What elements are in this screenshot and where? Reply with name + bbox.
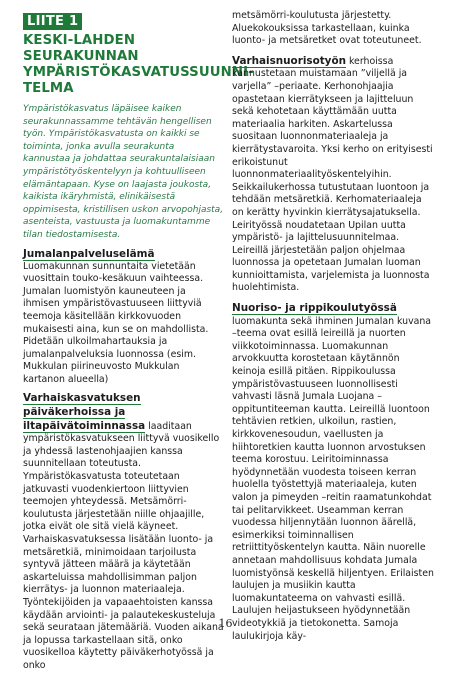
section-text-youth: luomakunta sekä ihminen Jumalan kuvana –teema ovat esillä leireillä ja nuorten viikkotoiminnassa. Luomakunnan arvokkuutta korostetaan käytännön keinoja esillä pitäen. Rippikoulussa ympäristövastuuseen luonnollisesti vahvasti läsnä Jumala Luojana –oppituntiteeman kautta. Leireillä luontoon tehtävien retkien, ulkoilun, rastien, kirkkovenesoudun, vaellusten ja hiihtoretkien kautta luonnon arvostuksen teema korostuu. Leiritoiminnassa hyödynnetään vuodesta toiseen kerran huolella työstettyjä materiaaleja, kuten valon ja pimeyden –reitin raamatunkohdat tai pelitarvikkeet. Useamman kerran vuodessa hiljennytään luonnon äärellä, esimerkiksi toiminnallisen retriittityöskentelyn kautta. Näin nuorelle annetaan mahdollisuus kohdata Jumala luomistyönsä keskellä hiljentyen. Erilaisten laulujen ja musiikin kautta luomakuntateema on vahvasti esillä. Laulujen heijastukseen hyödynnetään videotykkiä ja tietokonetta. Samoja laulukirjoja käy- [232,315,434,642]
section-text-worship: Luomakunnan sunnuntaita vietetään vuosittain touko-kesäkuun vaihteessa. Jumalan luomistyön kauneuteen ja ihmisen ympäristövastuuseen liittyviä teemoja käsitellään kirkkovuoden mukaisesti aina, kun se on mahdollista. Pidetään ulkoilmahartauksia ja jumalanpalveluksia luonnossa (esim. Mukkulan piirineuvosto Mukkulan kartanon alueella) [23,260,209,385]
section-text-early-childhood-continued: metsämörri-koulutusta järjestetty. Aluekokouksissa tarkastellaan, kuinka luonto- ja metsäretket ovat toteutuneet. [232,10,422,47]
section-heading-early-youth [232,55,346,68]
section-heading-worship [23,247,224,261]
section-heading-early-youth-text: Varhaisnuorisotyön [232,54,346,67]
section-text-early-childhood: laaditaan ympäristökasvatukseen liittyvä vuosikello ja yhdessä lastenohjaajien kanssa suunnitellaan toteutusta. Ympäristökasvatusta toteutetaan jatkuvasti vuodenkiertoon liittyvien teemojen yhteydessä. Metsämörri-koulutusta järjestetään niille ohjaajille, jotka eivät ole sitä vielä käyneet. Varhaiskasvatuksessa lisätään luonto- ja metsäretkiä, minimoidaan tarjoilusta syntyvä jätteen määrä ja käytetään askarteluissa mahdollisimman paljon kierrätys- ja luonnon materiaaleja. Työntekijöiden ja vapaaehtoisten kanssa käydään arviointi- ja palautekeskusteluja sekä seurataan jätemääriä. Vuoden aikana ja lopussa tarkastellaan sitä, onko vuosikelloa käytetty päiväkerhotyössä ja onko [23,420,224,671]
section-heading-early-childhood [23,392,145,432]
appendix-label: LIITE 1 [23,13,82,30]
page-title: KESKI-LAHDEN SEURAKUNNAN YMPÄRISTÖKASVATUSSUUNNI-TELMA [23,33,254,96]
section-heading-early-childhood-text: Varhaiskasvatuksen päiväkerhoissa ja iltapäivätoiminnassa [23,392,146,432]
page-number: 16 [218,617,233,630]
section-youth [232,302,434,643]
section-heading-youth-text: Nuoriso- ja rippikoulutyössä [232,302,397,315]
section-text-early-youth: kerhoissa kannustetaan muistamaan ”viljellä ja varjella” –periaate. Kerhonohjaajia opastetaan kierrätykseen ja lajitteluun sekä kehotetaan käyttämään uutta materiaalia harkiten. Askartelussa suositaan luonnonmateriaaleja ja kierrätystavaroita. Yksi kerho on erityisesti erikoistunut luonnonmateriaalityöskentelyihin. Seikkailukerhossa tutustutaan luontoon ja tehdään metsäretkiä. Kerhomateriaaleja on kerätty hyvinkin kierrätysajatuksella. Leirityössä noudatetaan Upilan uutta ympäristö- ja lajittelusuunnitelmaa. Leireillä järjestetään paljon ohjelmaa luonnossa ja opetetaan Jumalan luoman kunnioittamista, varjelemista ja luonnosta huolehtimista. [232,55,433,294]
section-heading-worship-text: Jumalanpalveluselämä [23,247,155,260]
right-column [232,10,434,650]
section-heading-youth [232,302,397,315]
intro-paragraph: Ympäristökasvatus läpäisee kaiken seurakunnassamme tehtävän hengellisen työn. Ympäristökasvatusta on kaikki se toiminta, jonka avulla seurakunta kannustaa ja johdattaa seurakuntalaisiaan ympäristötyöskentelyyn ja kohtuulliseen elämäntapaan. Kyse on laajasta joukosta, kaikista ikäryhmistä, elinikäisestä oppimisesta, kristillisen uskon arvopohjasta, asenteista, vastuusta ja luomakuntamme tilan tiedostamisesta. [23,104,224,240]
section-early-youth [232,55,434,295]
section-early-childhood [23,392,224,672]
